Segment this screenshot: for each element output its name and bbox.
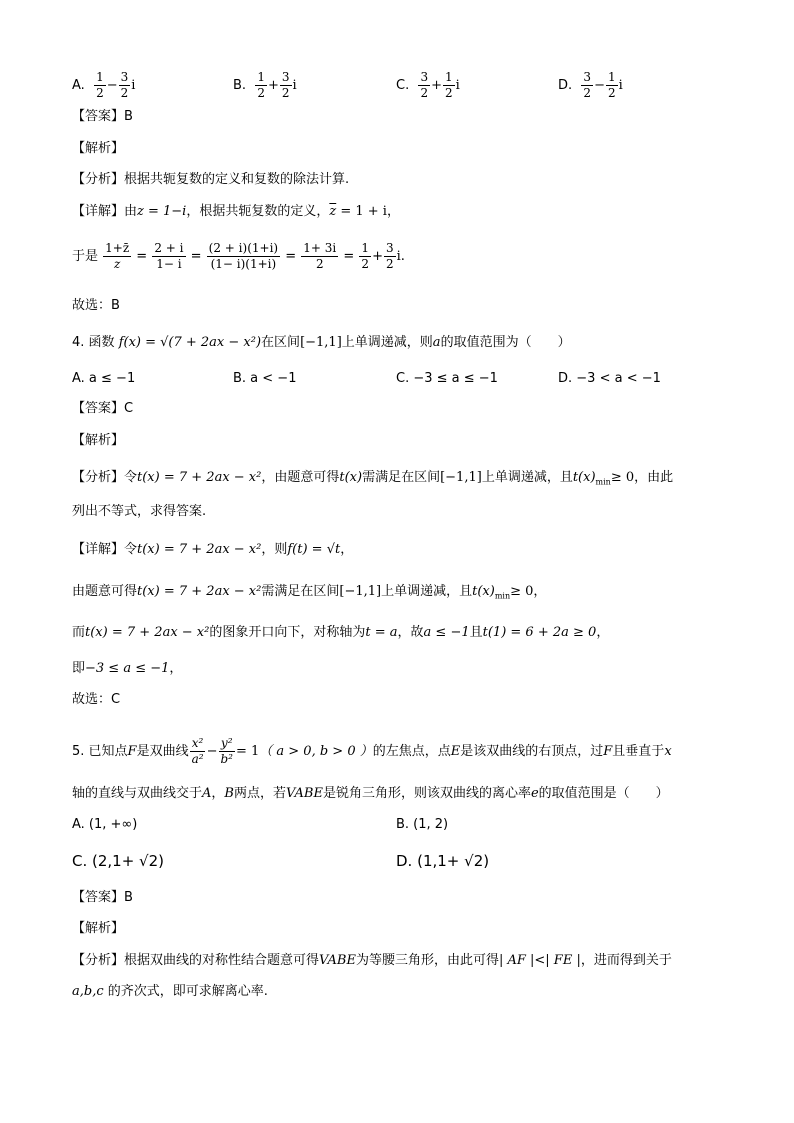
text: ， bbox=[596, 625, 610, 640]
math: t = a bbox=[365, 625, 398, 640]
math: [−1,1] bbox=[300, 335, 342, 350]
q4-option-c: C. −3 ≤ a ≤ −1 bbox=[396, 371, 498, 386]
subscript: min bbox=[595, 477, 611, 487]
operator: − bbox=[594, 78, 605, 93]
math: t(x) = 7 + 2ax − x² bbox=[137, 470, 262, 485]
text: i. bbox=[396, 249, 405, 264]
fraction bbox=[418, 70, 430, 101]
text: ，故 bbox=[397, 625, 424, 640]
numerator: 1 bbox=[607, 70, 616, 84]
math: = 1 + i bbox=[336, 204, 387, 219]
text: 是双曲线 bbox=[136, 744, 189, 759]
math: t(x) = 7 + 2ax − x² bbox=[137, 584, 262, 599]
q4-choose: 故选：C bbox=[72, 692, 121, 707]
q3-choose: 故选：B bbox=[72, 298, 120, 313]
numerator: 1 bbox=[96, 70, 104, 84]
text: 上单调递减，且 bbox=[481, 470, 573, 485]
text: 两点，若 bbox=[233, 786, 286, 801]
q4-option-b: B. a < −1 bbox=[233, 371, 297, 386]
math: （ a > 0, b > 0 ） bbox=[259, 744, 373, 759]
q5-fenxi bbox=[72, 951, 672, 971]
q3-option-b bbox=[233, 70, 297, 101]
text: 而 bbox=[72, 625, 86, 640]
text: 为等腰三角形，由此可得 bbox=[355, 953, 499, 968]
numerator: 1 bbox=[445, 70, 453, 84]
denominator: 2 bbox=[361, 257, 370, 271]
q5-fenxi-line2 bbox=[72, 982, 268, 1002]
numerator: y² bbox=[220, 736, 233, 750]
operator: − bbox=[206, 744, 218, 759]
math: a ≤ −1 bbox=[423, 625, 470, 640]
text: 5. 已知点 bbox=[72, 744, 128, 759]
q3-calc: 于是 $\frac{1+z̄}{z}$ = $\frac{2 + i}{1- i}$ = $\frac{(2 + i)(1+i)}{(1- i)(1+i)}$ = $\frac{1+ 3i}{2}$ = $\frac{1}{2}$ + $\frac{3}{2}$ i. bbox=[72, 241, 405, 271]
q4-line-c bbox=[72, 659, 182, 679]
option-label: A. bbox=[72, 78, 85, 93]
q3-option-a bbox=[72, 70, 135, 101]
math: ≥ 0，由此 bbox=[610, 470, 674, 485]
fraction bbox=[103, 241, 131, 272]
math: a bbox=[432, 335, 441, 350]
text: 于是 bbox=[72, 249, 99, 264]
numerator: 3 bbox=[420, 70, 429, 84]
fraction bbox=[255, 70, 267, 101]
math: t(x) bbox=[339, 470, 363, 485]
denominator: 2 bbox=[445, 86, 453, 100]
text: 的取值范围为（ ） bbox=[440, 335, 571, 350]
math: −3 ≤ a ≤ −1 bbox=[85, 661, 170, 676]
imag-unit: i bbox=[455, 78, 460, 93]
math: F bbox=[603, 744, 613, 759]
fraction bbox=[581, 70, 593, 101]
q5-line2 bbox=[72, 784, 669, 804]
denominator: 2 bbox=[315, 257, 324, 271]
fraction bbox=[190, 736, 206, 767]
math: A bbox=[202, 786, 212, 801]
q5-option-c: C. (2,1+ √2) bbox=[72, 852, 165, 870]
math: VABE bbox=[319, 953, 356, 968]
fraction bbox=[359, 241, 371, 272]
q4-option-d: D. −3 < a < −1 bbox=[558, 371, 661, 386]
imag-unit: i bbox=[618, 78, 623, 93]
denominator: a² bbox=[191, 752, 204, 766]
text: 4. 函数 bbox=[72, 335, 115, 350]
math-zbar: $\overline{z}$ bbox=[329, 204, 337, 219]
math: t(x) bbox=[572, 470, 596, 485]
math: F bbox=[127, 744, 137, 759]
denominator: 2 bbox=[583, 86, 592, 100]
math: = 1 bbox=[235, 744, 260, 759]
q4-fenxi bbox=[72, 468, 673, 493]
q5-option-b: B. (1, 2) bbox=[396, 817, 449, 832]
text: 即 bbox=[72, 661, 86, 676]
numerator: 1+ 3i bbox=[303, 241, 337, 255]
denominator: b² bbox=[220, 752, 233, 766]
fraction bbox=[443, 70, 455, 101]
denominator: 2 bbox=[281, 86, 290, 100]
q5-option-d: D. (1,1+ √2) bbox=[396, 852, 490, 870]
math: B bbox=[224, 786, 234, 801]
imag-unit: i bbox=[131, 78, 136, 93]
math: t(x) bbox=[472, 584, 495, 599]
text: ， bbox=[386, 204, 400, 219]
numerator: 1 bbox=[257, 70, 265, 84]
math: f(x) = √(7 + 2ax − x²) bbox=[118, 335, 262, 350]
q4-jiexi: 【解析】 bbox=[72, 433, 125, 448]
fraction bbox=[119, 70, 131, 101]
text: 是锐角三角形，则该双曲线的离心率 bbox=[322, 786, 531, 801]
fraction bbox=[606, 70, 618, 101]
text: 的图象开口向下，对称轴为 bbox=[209, 625, 366, 640]
text: 【详解】由 bbox=[72, 204, 138, 219]
text: ，则 bbox=[261, 542, 288, 557]
q3-answer: 【答案】B bbox=[72, 109, 133, 124]
text: ， bbox=[169, 661, 183, 676]
q4-answer: 【答案】C bbox=[72, 401, 134, 416]
q4-detail bbox=[72, 540, 353, 560]
text: 需满足在区间 bbox=[362, 470, 441, 485]
fraction bbox=[301, 241, 338, 272]
numerator: 3 bbox=[385, 241, 394, 255]
q5-stem bbox=[72, 736, 672, 767]
q5-answer: 【答案】B bbox=[72, 890, 133, 905]
option-label: B. bbox=[233, 78, 247, 93]
math: x bbox=[664, 744, 672, 759]
denominator: 2 bbox=[120, 86, 129, 100]
denominator: (1− i)(1+i) bbox=[210, 257, 277, 271]
option-label: C. bbox=[396, 78, 410, 93]
text: ，进而得到关于 bbox=[580, 953, 672, 968]
fraction bbox=[94, 70, 106, 101]
q4-line-b bbox=[72, 623, 609, 643]
q5-jiexi: 【解析】 bbox=[72, 921, 125, 936]
text: 上单调递减，且 bbox=[381, 584, 473, 599]
fraction bbox=[207, 241, 280, 272]
math: E bbox=[450, 744, 461, 759]
text: 的取值范围是（ ） bbox=[538, 786, 669, 801]
imag-unit: i bbox=[292, 78, 297, 93]
numerator: 1 bbox=[361, 241, 370, 255]
math: f(t) = √t bbox=[287, 542, 341, 557]
text: 在区间 bbox=[261, 335, 301, 350]
text: ，由题意可得 bbox=[261, 470, 340, 485]
q3-jiexi: 【解析】 bbox=[72, 141, 125, 156]
q3-detail bbox=[72, 202, 400, 222]
math: VABE bbox=[286, 786, 323, 801]
math: [−1,1] bbox=[339, 584, 382, 599]
q5-option-a: A. (1, +∞) bbox=[72, 817, 138, 832]
text: 的左焦点，点 bbox=[372, 744, 451, 759]
math: t(1) = 6 + 2a ≥ 0 bbox=[482, 625, 597, 640]
operator: − bbox=[106, 78, 118, 93]
denominator: z bbox=[114, 257, 121, 271]
q4-option-a: A. a ≤ −1 bbox=[72, 371, 136, 386]
numerator: 1+z̄ bbox=[105, 241, 130, 255]
text: 轴的直线与双曲线交于 bbox=[72, 786, 203, 801]
math: [−1,1] bbox=[440, 470, 482, 485]
text: 【详解】令 bbox=[72, 542, 138, 557]
math: e bbox=[530, 786, 539, 801]
text: ， bbox=[340, 542, 354, 557]
denominator: 2 bbox=[257, 86, 265, 100]
text: 【分析】令 bbox=[72, 470, 138, 485]
numerator: x² bbox=[191, 736, 204, 750]
text: 上单调递减，则 bbox=[341, 335, 433, 350]
text: 【分析】根据双曲线的对称性结合题意可得 bbox=[72, 953, 320, 968]
operator: + bbox=[267, 78, 279, 93]
q4-line-a bbox=[72, 582, 546, 607]
q4-stem bbox=[72, 333, 571, 353]
text: 且垂直于 bbox=[612, 744, 665, 759]
math: z = 1−i bbox=[137, 204, 187, 219]
fraction bbox=[384, 241, 396, 272]
math: ≥ 0， bbox=[510, 584, 547, 599]
fraction bbox=[152, 241, 185, 272]
text: 由题意可得 bbox=[72, 584, 138, 599]
denominator: 2 bbox=[420, 86, 429, 100]
text: ， bbox=[211, 786, 225, 801]
numerator: 3 bbox=[583, 70, 592, 84]
numerator: 2 + i bbox=[154, 241, 184, 255]
fraction bbox=[218, 736, 235, 767]
text: 且 bbox=[469, 625, 483, 640]
math: t(x) = 7 + 2ax − x² bbox=[85, 625, 210, 640]
q4-fenxi-line2: 列出不等式，求得答案. bbox=[72, 504, 207, 519]
numerator: (2 + i)(1+i) bbox=[208, 241, 279, 255]
q3-option-d bbox=[558, 70, 623, 101]
math: | AF |<| FE | bbox=[498, 953, 581, 968]
text: 需满足在区间 bbox=[261, 584, 340, 599]
denominator: 2 bbox=[96, 86, 104, 100]
text: 是该双曲线的右顶点，过 bbox=[460, 744, 604, 759]
denominator: 2 bbox=[385, 257, 394, 271]
q3-option-c bbox=[396, 70, 460, 101]
text: 的齐次式，即可求解离心率. bbox=[107, 984, 268, 999]
text: ，根据共轭复数的定义， bbox=[186, 204, 330, 219]
subscript: min bbox=[494, 591, 511, 601]
option-label: D. bbox=[558, 78, 573, 93]
math: t(x) = 7 + 2ax − x² bbox=[137, 542, 262, 557]
operator: + bbox=[431, 78, 443, 93]
fraction bbox=[280, 70, 292, 101]
math: a,b,c bbox=[72, 984, 104, 999]
numerator: 3 bbox=[120, 70, 129, 84]
denominator: 1− i bbox=[156, 257, 182, 271]
denominator: 2 bbox=[607, 86, 616, 100]
q3-fenxi: 【分析】根据共轭复数的定义和复数的除法计算. bbox=[72, 172, 350, 187]
numerator: 3 bbox=[281, 70, 290, 84]
